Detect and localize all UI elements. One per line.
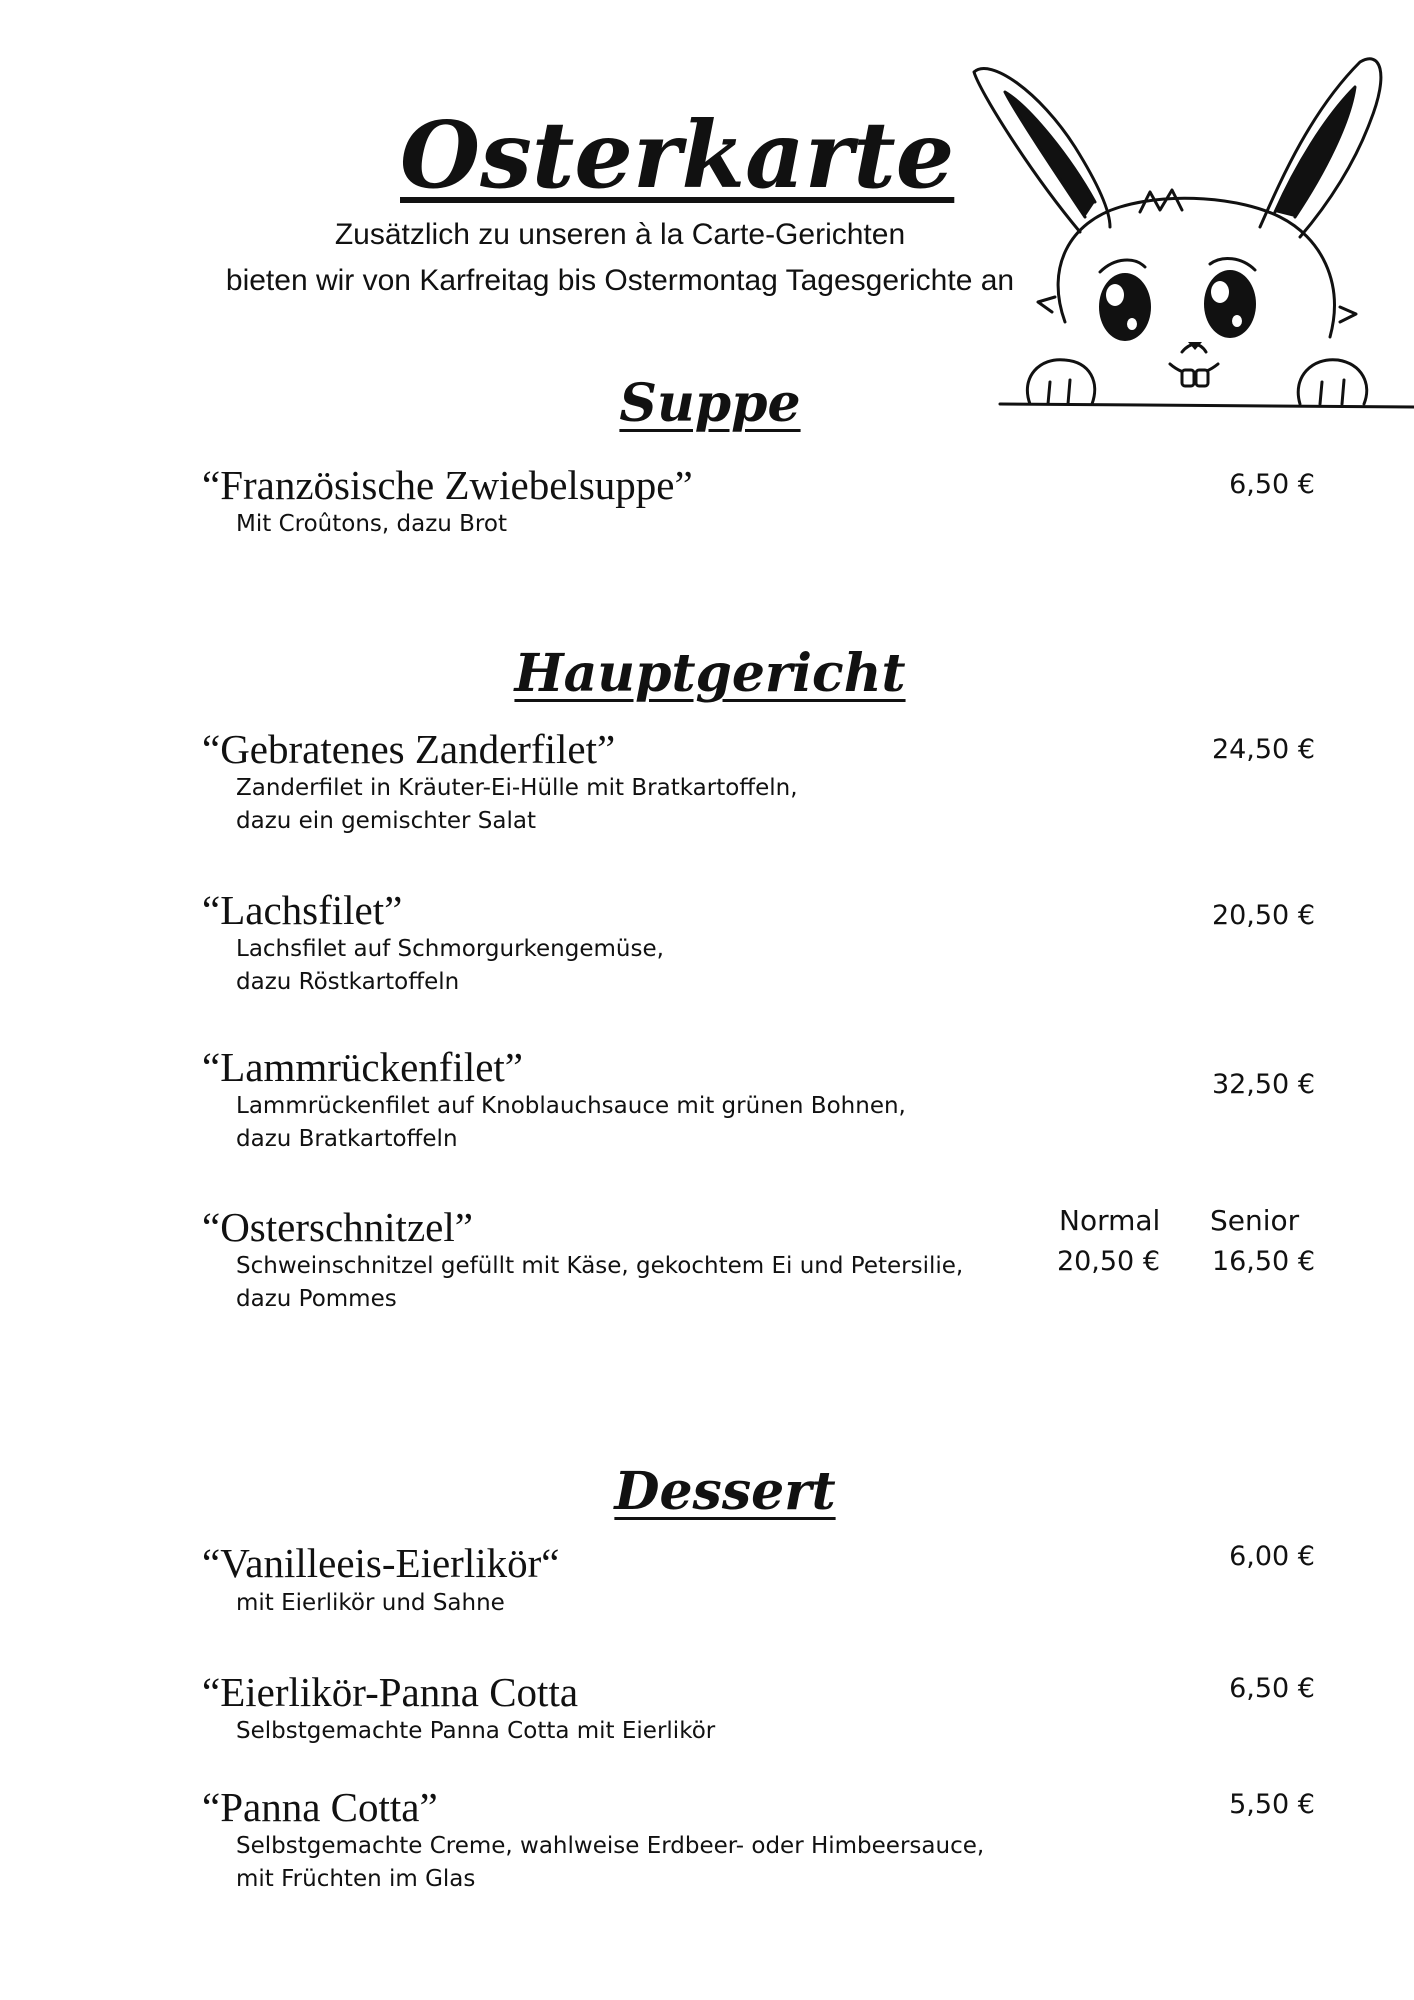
page-subtitle xyxy=(180,212,1060,304)
dish-description: Lachsfilet auf Schmorgurkengemüse, xyxy=(236,936,664,962)
dish-description: dazu Bratkartoffeln xyxy=(236,1126,458,1152)
subtitle-line-2: bieten wir von Karfreitag bis Ostermontag Tagesgerichte an xyxy=(225,264,1015,297)
dish-name: “Lammrückenfilet” xyxy=(202,1044,523,1090)
dish-description: Mit Croûtons, dazu Brot xyxy=(236,511,507,537)
dish-price: 6,50 € xyxy=(1229,1673,1315,1704)
dish-name: “Panna Cotta” xyxy=(202,1784,438,1830)
dish-price-normal: 20,50 € xyxy=(1056,1246,1160,1277)
section-title-hauptgericht: Hauptgericht xyxy=(514,643,906,704)
dish-description: mit Früchten im Glas xyxy=(236,1866,476,1892)
dish-description: Lammrückenfilet auf Knoblauchsauce mit grünen Bohnen, xyxy=(236,1093,906,1119)
dish-price: 24,50 € xyxy=(1211,734,1315,765)
dish-description: Selbstgemachte Creme, wahlweise Erdbeer- oder Himbeersauce, xyxy=(236,1833,985,1859)
page-title: Osterkarte xyxy=(400,101,955,209)
section-title-dessert: Dessert xyxy=(614,1461,836,1522)
dish-name: “Osterschnitzel” xyxy=(202,1204,473,1250)
dish-price-senior: 16,50 € xyxy=(1211,1246,1315,1277)
section-title-suppe: Suppe xyxy=(619,373,801,434)
dish-price: 6,00 € xyxy=(1229,1541,1315,1572)
dish-price: 6,50 € xyxy=(1229,469,1315,500)
dish-price: 20,50 € xyxy=(1211,900,1315,931)
dish-price: 5,50 € xyxy=(1229,1789,1315,1820)
dish-description: Selbstgemachte Panna Cotta mit Eierlikör xyxy=(236,1718,716,1744)
easter-bunny-icon xyxy=(960,52,1414,422)
dish-description: dazu Pommes xyxy=(236,1286,397,1312)
dish-description: mit Eierlikör und Sahne xyxy=(236,1590,505,1616)
dish-name: “Eierlikör-Panna Cotta xyxy=(202,1669,579,1715)
price-label-normal: Normal xyxy=(1059,1204,1161,1237)
dish-description: dazu ein gemischter Salat xyxy=(236,808,536,834)
dish-name: “Französische Zwiebelsuppe” xyxy=(202,462,693,508)
dish-name: “Lachsfilet” xyxy=(202,887,403,933)
dish-price: 32,50 € xyxy=(1211,1069,1315,1100)
dish-description: Schweinschnitzel gefüllt mit Käse, gekochtem Ei und Petersilie, xyxy=(236,1253,964,1279)
dish-name: “Vanilleeis-Eierlikör“ xyxy=(202,1540,560,1586)
dish-name: “Gebratenes Zanderfilet” xyxy=(202,726,616,772)
dish-description: Zanderfilet in Kräuter-Ei-Hülle mit Bratkartoffeln, xyxy=(236,775,798,801)
price-label-senior: Senior xyxy=(1210,1204,1300,1237)
subtitle-line-1: Zusätzlich zu unseren à la Carte-Gerichten xyxy=(334,218,906,251)
dish-description: dazu Röstkartoffeln xyxy=(236,969,460,995)
